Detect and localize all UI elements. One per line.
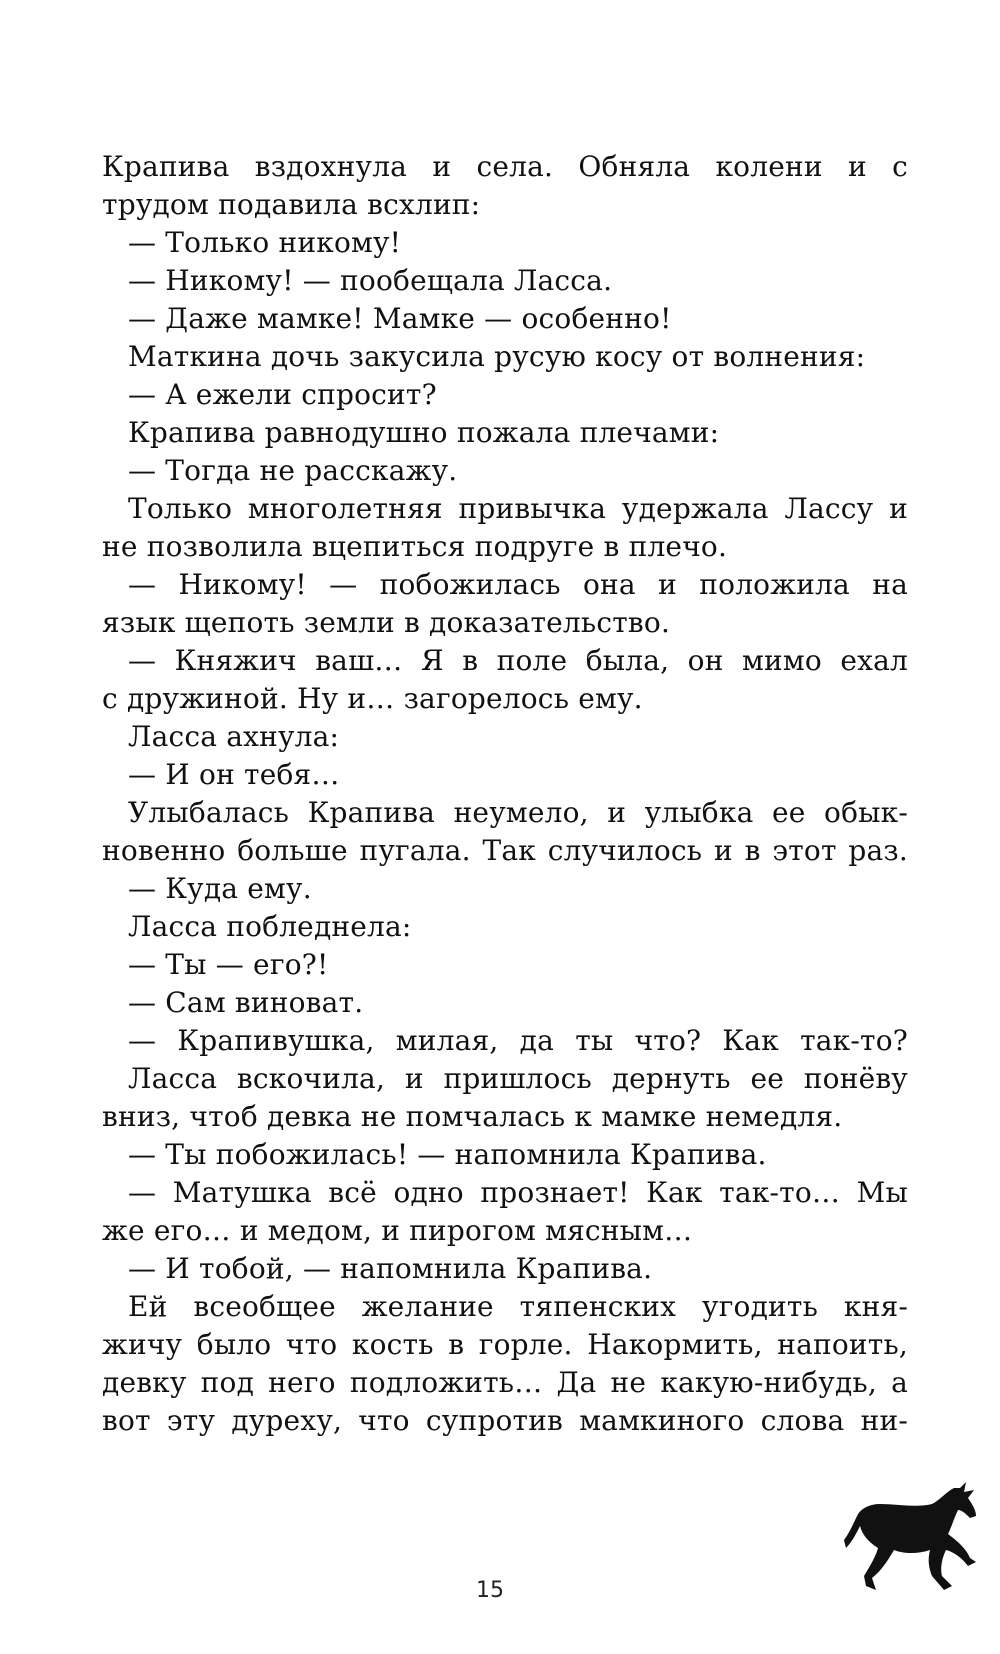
text-line: — А ежели спросит?: [128, 378, 437, 411]
text-line: девку под него подложить… Да не какую-нибудь, а: [102, 1366, 908, 1399]
text-line: — Ты побожилась! — напомнила Крапива.: [128, 1138, 767, 1171]
text-line: трудом подавила всхлип:: [102, 188, 481, 221]
text-line: — Только никому!: [128, 226, 402, 259]
text-line: — Сам виноват.: [128, 986, 364, 1019]
text-line: Ласса побледнела:: [128, 910, 412, 943]
text-line: вниз, чтоб девка не помчалась к мамке немедля.: [102, 1100, 843, 1133]
text-line: Крапива вздохнула и села. Обняла колени и с: [102, 150, 908, 183]
text-line: Улыбалась Крапива неумело, и улыбка ее обык-: [128, 796, 908, 829]
text-line: — Куда ему.: [128, 872, 312, 905]
text-line: — Крапивушка, милая, да ты что? Как так-то?: [128, 1024, 908, 1057]
text-line: — Никому! — побожилась она и положила на: [128, 568, 908, 601]
text-line: Ласса ахнула:: [128, 720, 340, 753]
text-line: Только многолетняя привычка удержала Лассу и: [128, 492, 908, 525]
text-line: Ласса вскочила, и пришлось дернуть ее понёву: [128, 1062, 908, 1095]
horse-silhouette-icon: [842, 1478, 982, 1618]
text-line: новенно больше пугала. Так случилось и в этот раз.: [102, 834, 908, 867]
text-line: Крапива равнодушно пожала плечами:: [128, 416, 720, 449]
text-line: — Тогда не расскажу.: [128, 454, 458, 487]
text-line: язык щепоть земли в доказательство.: [102, 606, 671, 639]
text-line: с дружиной. Ну и… загорелось ему.: [102, 682, 643, 715]
page-number: 15: [476, 1578, 504, 1603]
text-line: же его… и медом, и пирогом мясным…: [102, 1214, 693, 1247]
text-line: Ей всеобщее желание тяпенских угодить кня-: [128, 1290, 908, 1323]
text-line: — И тобой, — напомнила Крапива.: [128, 1252, 653, 1285]
text-line: — Даже мамке! Мамке — особенно!: [128, 302, 672, 335]
text-line: Маткина дочь закусила русую косу от волнения:: [128, 340, 866, 373]
text-line: вот эту дуреху, что супротив мамкиного слова ни-: [102, 1404, 908, 1437]
text-line: — Матушка всё одно прознает! Как так-то… Мы: [128, 1176, 908, 1209]
text-line: — Княжич ваш… Я в поле была, он мимо ехал: [128, 644, 908, 677]
text-line: — И он тебя…: [128, 758, 340, 791]
text-line: — Ты — его?!: [128, 948, 329, 981]
text-line: жичу было что кость в горле. Накормить, напоить,: [102, 1328, 908, 1361]
text-line: не позволила вцепиться подруге в плечо.: [102, 530, 728, 563]
text-line: — Никому! — пообещала Ласса.: [128, 264, 613, 297]
